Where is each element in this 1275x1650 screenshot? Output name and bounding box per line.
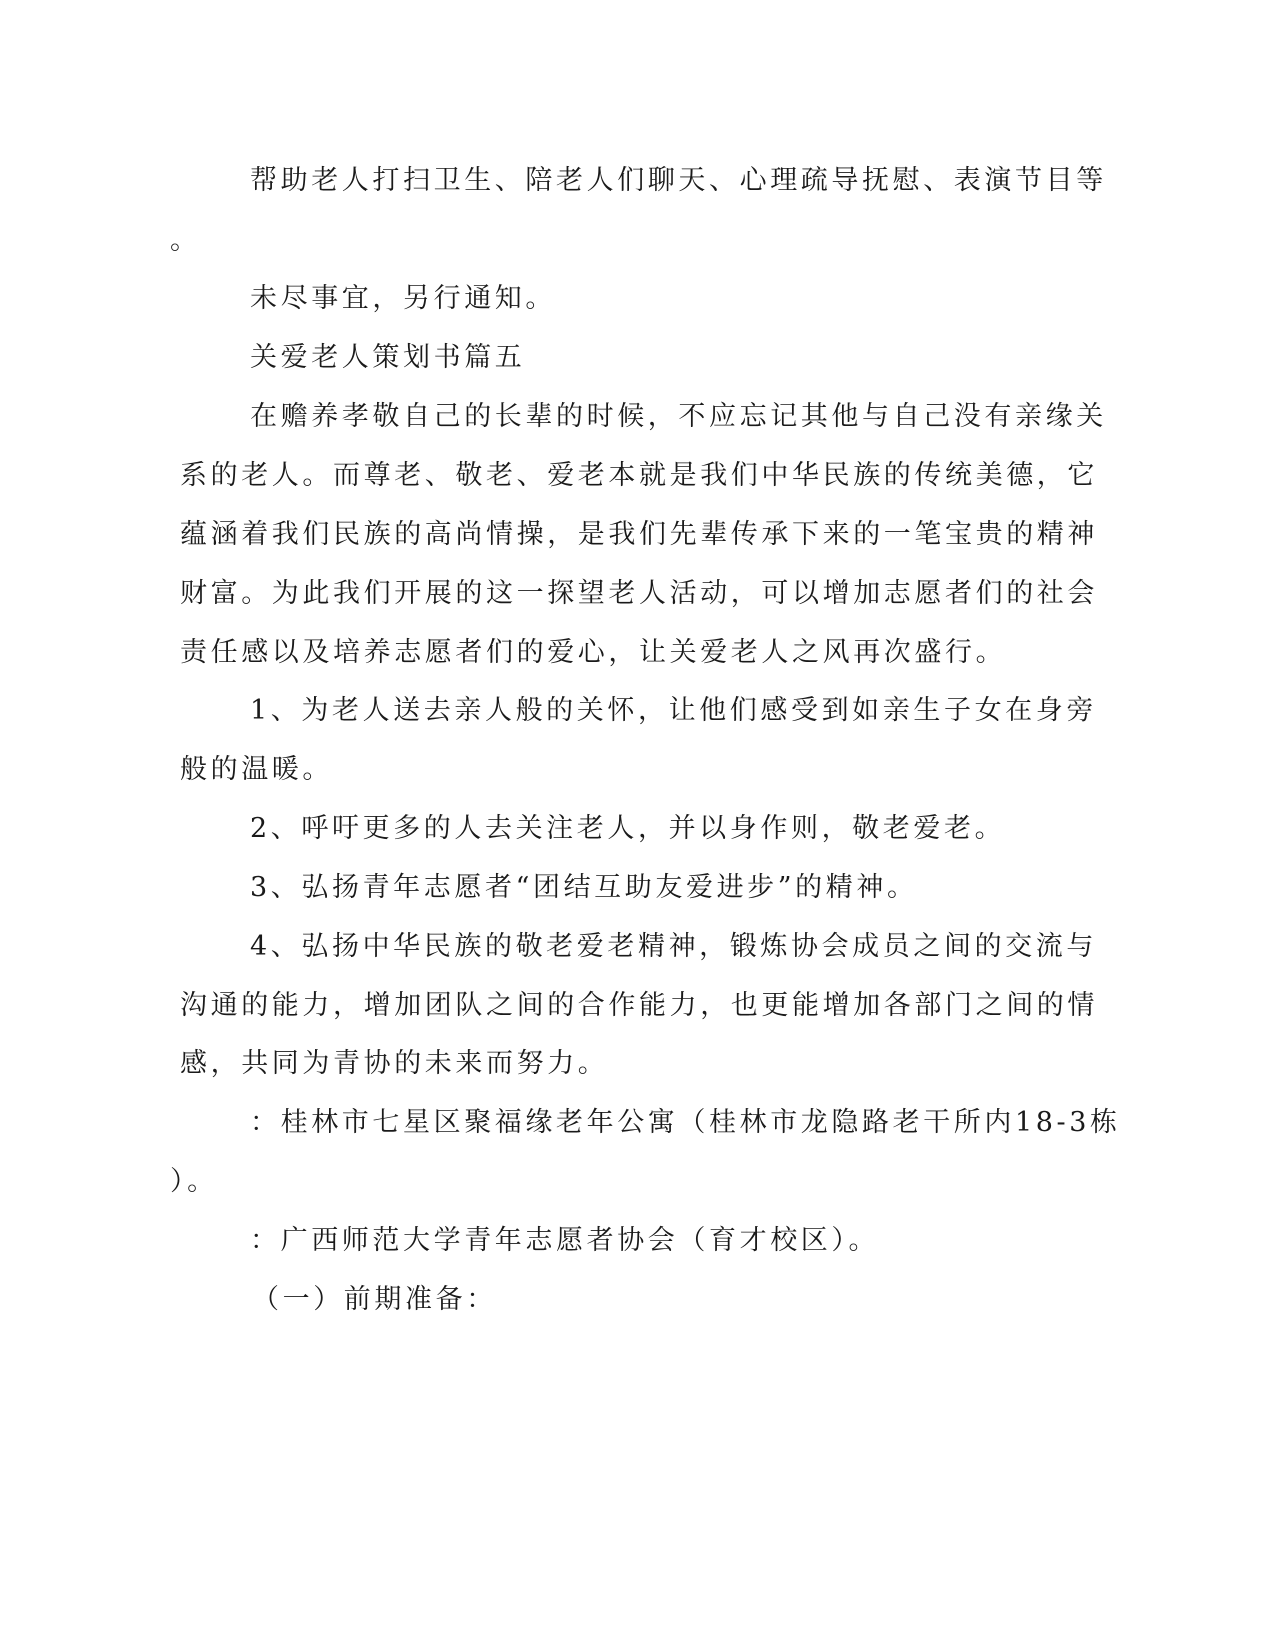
list-item-line: 3、弘扬青年志愿者“团结互助友爱进步”的精神。 xyxy=(250,872,918,903)
paragraph-line: 。 xyxy=(170,225,201,256)
paragraph-line: 系的老人。而尊老、敬老、爱老本就是我们中华民族的传统美德，它 xyxy=(180,460,1098,491)
list-item-line: 般的温暖。 xyxy=(180,754,333,785)
paragraph-line: 蕴涵着我们民族的高尚情操，是我们先辈传承下来的一笔宝贵的精神 xyxy=(180,519,1098,550)
location-line: ）。 xyxy=(170,1166,218,1197)
paragraph-line: 在赡养孝敬自己的长辈的时候，不应忘记其他与自己没有亲缘关 xyxy=(250,401,1107,432)
list-item-line: 2、呼吁更多的人去关注老人，并以身作则，敬老爱老。 xyxy=(250,813,1006,844)
organizer-line: ：广西师范大学青年志愿者协会（育才校区）。 xyxy=(250,1225,880,1256)
location-line: ：桂林市七星区聚福缘老年公寓（桂林市龙隐路老干所内18-3栋 xyxy=(250,1107,1121,1138)
section-heading: 关爱老人策划书篇五 xyxy=(250,342,526,373)
subsection-heading: （一）前期准备： xyxy=(252,1284,497,1315)
paragraph-line: 帮助老人打扫卫生、陪老人们聊天、心理疏导抚慰、表演节目等 xyxy=(250,165,1107,196)
list-item-line: 1、为老人送去亲人般的关怀，让他们感受到如亲生子女在身旁 xyxy=(250,695,1097,726)
paragraph-line: 财富。为此我们开展的这一探望老人活动，可以增加志愿者们的社会 xyxy=(180,578,1098,609)
paragraph-line: 责任感以及培养志愿者们的爱心，让关爱老人之风再次盛行。 xyxy=(180,637,1007,668)
list-item-line: 沟通的能力，增加团队之间的合作能力，也更能增加各部门之间的情 xyxy=(180,990,1098,1021)
paragraph-line: 未尽事宜，另行通知。 xyxy=(250,283,556,314)
list-item-line: 感，共同为青协的未来而努力。 xyxy=(180,1048,609,1079)
list-item-line: 4、弘扬中华民族的敬老爱老精神，锻炼协会成员之间的交流与 xyxy=(250,931,1097,962)
